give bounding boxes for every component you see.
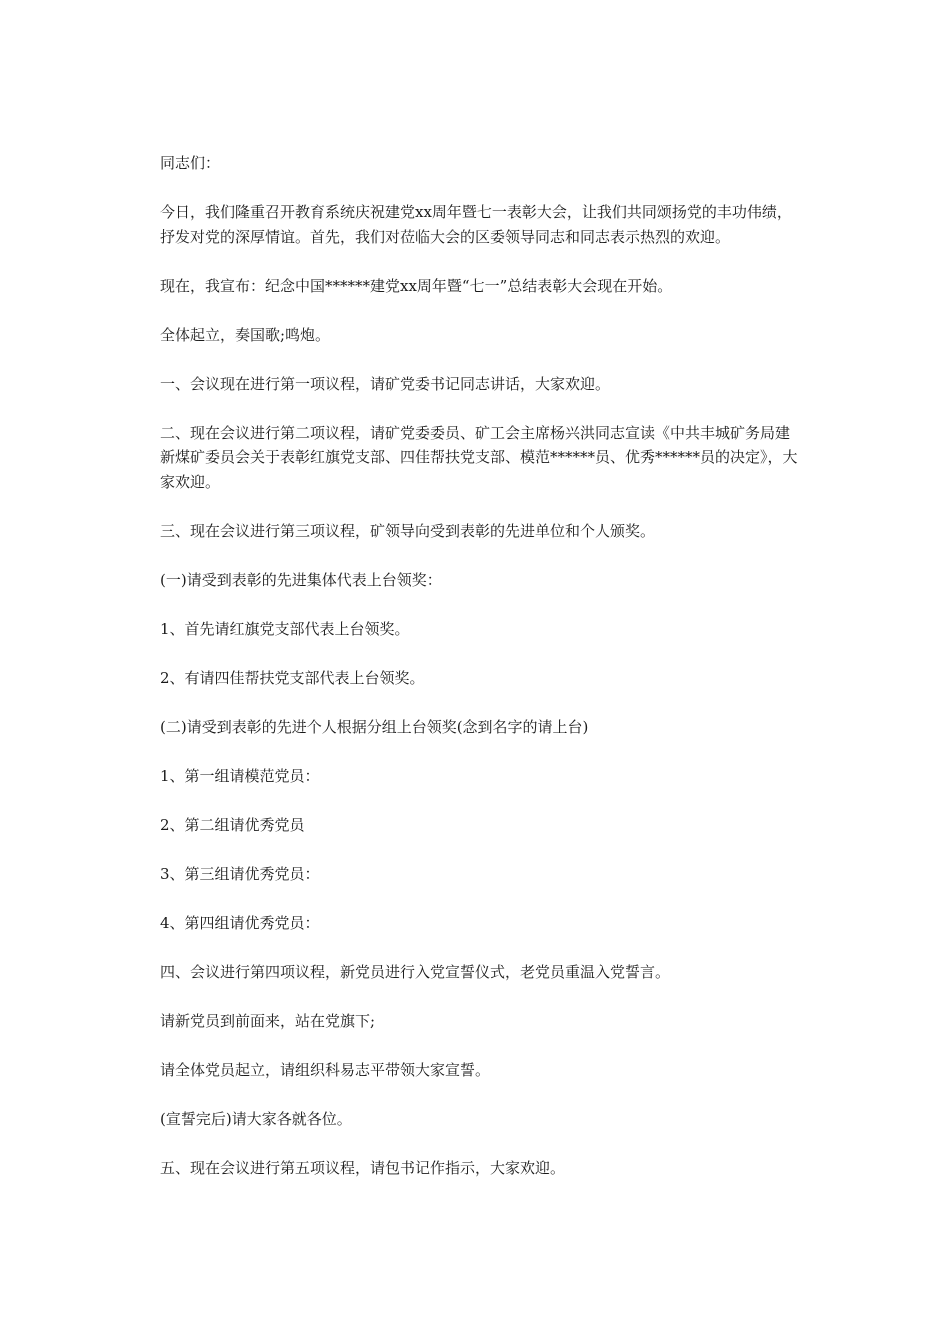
paragraph-group-item: 4、第四组请优秀党员： bbox=[160, 913, 320, 932]
paragraph-announcement: 现在，我宣布：纪念中国******建党xx周年暨“七一”总结表彰大会现在开始。 bbox=[160, 276, 673, 295]
paragraph-group-item: 2、第二组请优秀党员 bbox=[160, 815, 305, 834]
paragraph-collective-awards: (一)请受到表彰的先进集体代表上台领奖： bbox=[160, 570, 442, 589]
paragraph-group-item: 3、第三组请优秀党员： bbox=[160, 864, 320, 883]
document-body bbox=[160, 151, 800, 1205]
paragraph-instruction: 请全体党员起立，请组织科易志平带领大家宣誓。 bbox=[160, 1060, 491, 1079]
paragraph-award-item: 2、有请四佳帮扶党支部代表上台领奖。 bbox=[160, 668, 425, 687]
paragraph-agenda-3: 三、现在会议进行第三项议程，矿领导向受到表彰的先进单位和个人颁奖。 bbox=[160, 521, 656, 540]
paragraph-agenda-1: 一、会议现在进行第一项议程，请矿党委书记同志讲话，大家欢迎。 bbox=[160, 374, 611, 393]
paragraph-instruction: 请新党员到前面来，站在党旗下; bbox=[160, 1011, 376, 1030]
paragraph-opening: 今日，我们隆重召开教育系统庆祝建党xx周年暨七一表彰大会，让我们共同颂扬党的丰功伟绩，抒发对党的深厚情谊。首先，我们对莅临大会的区委领导同志和同志表示热烈的欢迎。 bbox=[160, 203, 792, 246]
paragraph-agenda-5: 五、现在会议进行第五项议程，请包书记作指示，大家欢迎。 bbox=[160, 1158, 566, 1177]
paragraph-agenda-4: 四、会议进行第四项议程，新党员进行入党宣誓仪式，老党员重温入党誓言。 bbox=[160, 962, 671, 981]
paragraph-salutation: 同志们： bbox=[160, 154, 221, 172]
paragraph-anthem: 全体起立，奏国歌;鸣炮。 bbox=[160, 325, 331, 344]
paragraph-award-item: 1、首先请红旗党支部代表上台领奖。 bbox=[160, 619, 410, 638]
paragraph-individual-awards: (二)请受到表彰的先进个人根据分组上台领奖(念到名字的请上台) bbox=[160, 717, 589, 736]
paragraph-group-item: 1、第一组请模范党员： bbox=[160, 766, 320, 785]
paragraph-agenda-2: 二、现在会议进行第二项议程，请矿党委委员、矿工会主席杨兴洪同志宣读《中共丰城矿务局建新煤矿委员会关于表彰红旗党支部、四佳帮扶党支部、模范******员、优秀******员的决定》，大家欢迎。 bbox=[160, 423, 798, 491]
paragraph-instruction: (宣誓完后)请大家各就各位。 bbox=[160, 1109, 352, 1128]
